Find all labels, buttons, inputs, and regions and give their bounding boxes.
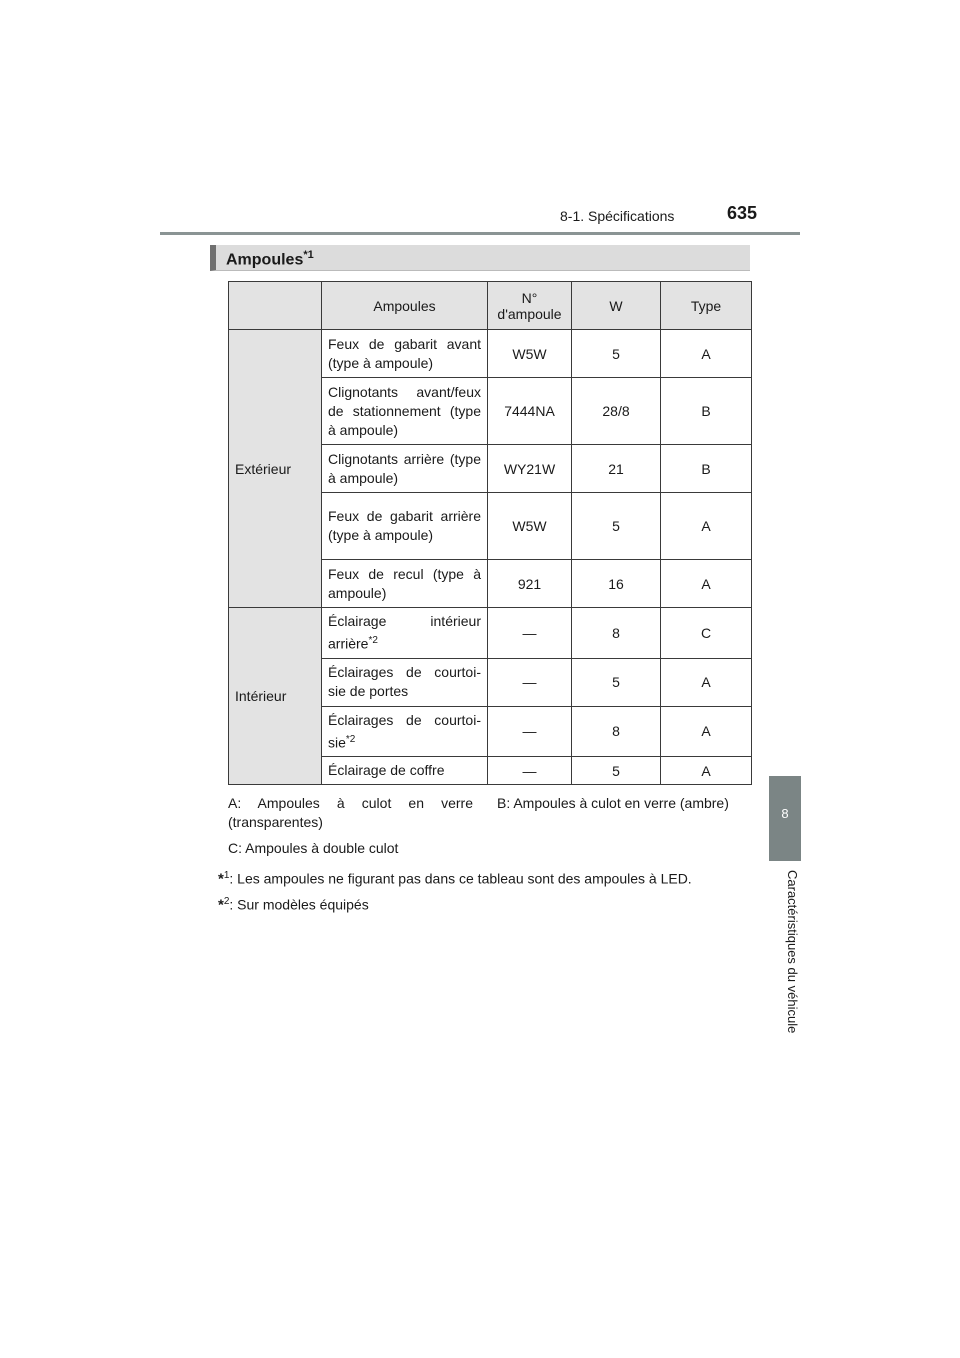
bulb-name: Éclairages de courtoi-sie de portes <box>322 658 488 706</box>
footnote-star: * <box>218 896 224 914</box>
bulb-name: Éclairage de coffre <box>322 757 488 785</box>
legend-c: C: Ampoules à double culot <box>228 840 399 856</box>
bulb-watt: 5 <box>572 330 661 378</box>
header-cell-type: Type <box>661 282 752 330</box>
footnote-number: 2 <box>223 896 230 907</box>
table-row <box>229 608 752 659</box>
bulb-watt: 21 <box>572 445 661 493</box>
bulb-type: C <box>661 608 752 659</box>
bulb-type: A <box>661 493 752 560</box>
footnote-1 <box>218 870 692 888</box>
footnote-text: : Les ampoules ne figurant pas dans ce tableau sont des ampoules à LED. <box>229 870 692 887</box>
bulb-number: W5W <box>488 493 572 560</box>
page-number: 635 <box>727 203 758 223</box>
chapter-label: Caractéristiques du véhicule <box>785 870 800 1034</box>
bulb-watt: 5 <box>572 493 661 560</box>
bulb-type: A <box>661 706 752 757</box>
bulb-watt: 16 <box>572 560 661 608</box>
group-label-exterior: Extérieur <box>229 330 322 608</box>
bulb-type: A <box>661 330 752 378</box>
bulb-watt: 5 <box>572 658 661 706</box>
section-title <box>226 249 314 269</box>
bulb-name: Feux de recul (type à ampoule) <box>322 560 488 608</box>
footnote-ref: *2 <box>345 733 356 745</box>
bulb-name: Clignotants avant/feux de stationnement (type à ampoule) <box>322 378 488 445</box>
bulb-type: A <box>661 757 752 785</box>
legend-b: B: Ampoules à culot en verre (ambre) <box>497 795 729 811</box>
header-rule <box>160 232 800 235</box>
header-number-text: N° d'ampoule <box>497 289 562 322</box>
group-label-interior: Intérieur <box>229 608 322 785</box>
section-heading-bar <box>210 245 750 271</box>
header-cell-group <box>229 282 322 330</box>
header-cell-number <box>488 282 572 330</box>
bulb-number: 7444NA <box>488 378 572 445</box>
bulb-name: Clignotants arrière (type à ampoule) <box>322 445 488 493</box>
bulb-name-text: Éclairages de courtoi-sie <box>328 711 481 751</box>
bulb-watt: 8 <box>572 608 661 659</box>
chapter-tab <box>769 776 801 861</box>
table-header-row <box>229 282 752 330</box>
bulb-watt: 5 <box>572 757 661 785</box>
bulbs-table <box>228 281 752 785</box>
bulb-watt: 8 <box>572 706 661 757</box>
bulb-number: — <box>488 757 572 785</box>
bulb-number: WY21W <box>488 445 572 493</box>
section-title-text: Ampoules <box>226 251 304 269</box>
header-cell-watt: W <box>572 282 661 330</box>
bulb-type: B <box>661 378 752 445</box>
bulb-name: Feux de gabarit avant (type à ampoule) <box>322 330 488 378</box>
bulb-number: — <box>488 658 572 706</box>
section-footnote-ref: *1 <box>303 249 314 261</box>
table-row <box>229 330 752 378</box>
bulb-name <box>322 608 488 659</box>
bulb-name: Feux de gabarit arrière (type à ampoule) <box>322 493 488 560</box>
bulb-watt: 28/8 <box>572 378 661 445</box>
footnote-ref: *2 <box>368 635 378 646</box>
bulb-number: W5W <box>488 330 572 378</box>
bulb-number: — <box>488 608 572 659</box>
bulb-name-text: Éclairage intérieur arrière <box>328 613 481 652</box>
footnote-text: : Sur modèles équipés <box>229 896 369 913</box>
footnote-star: * <box>218 870 224 888</box>
bulb-number: 921 <box>488 560 572 608</box>
footnote-2 <box>218 896 369 914</box>
bulb-type: A <box>661 658 752 706</box>
footnote-number: 1 <box>223 870 230 881</box>
chapter-number: 8 <box>781 806 789 821</box>
bulb-type: B <box>661 445 752 493</box>
header-cell-bulbs: Ampoules <box>322 282 488 330</box>
bulb-name <box>322 706 488 757</box>
bulb-type: A <box>661 560 752 608</box>
bulb-number: — <box>488 706 572 757</box>
legend-a: A: Ampoules à culot en verre (transparentes) <box>228 795 473 830</box>
header-section-title: 8-1. Spécifications <box>560 208 675 224</box>
